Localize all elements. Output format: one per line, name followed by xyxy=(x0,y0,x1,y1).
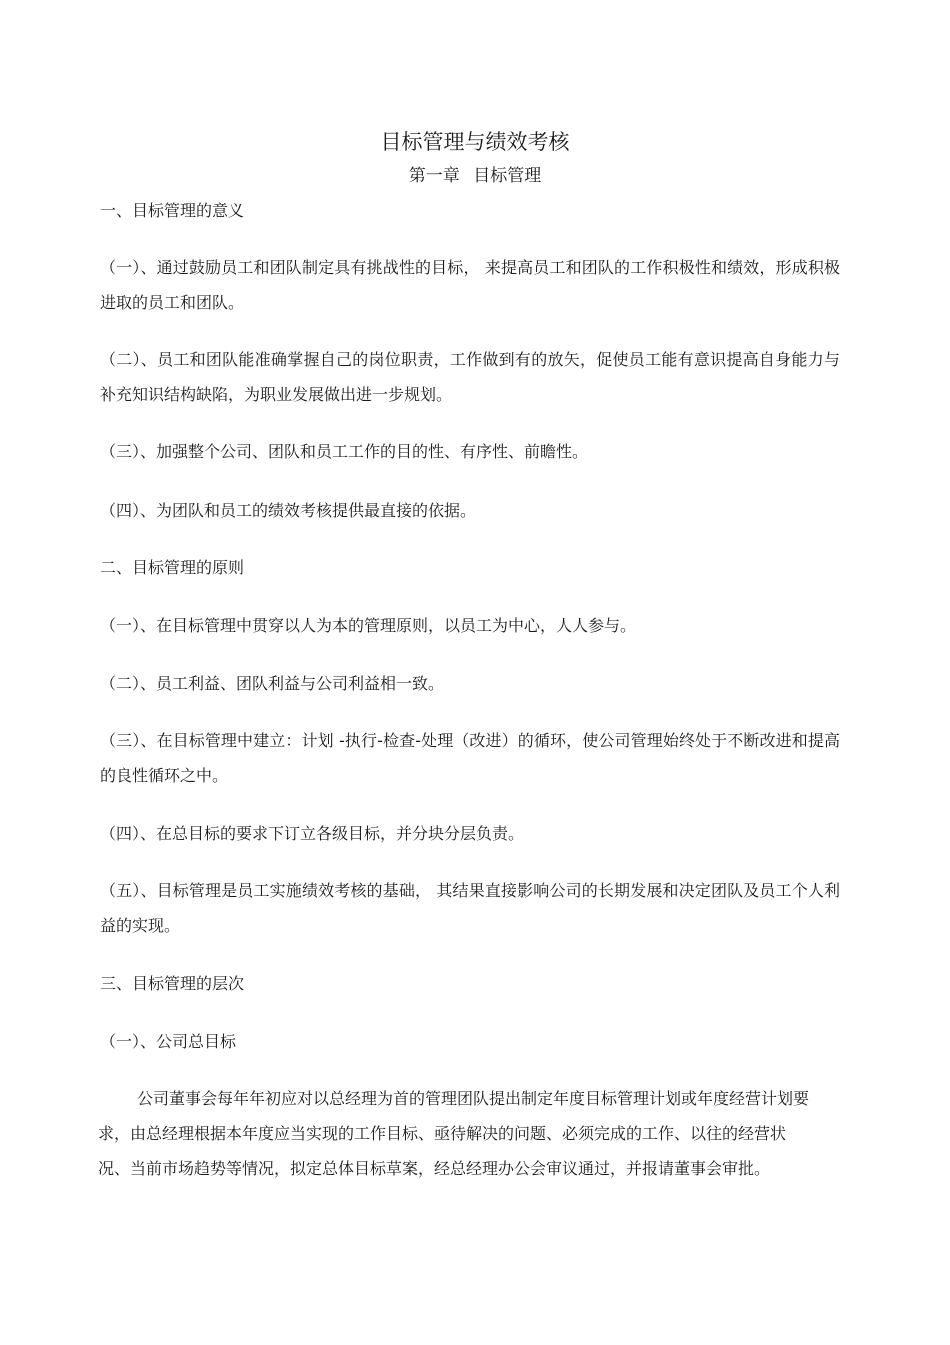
section-2-item-4: （四）、在总目标的要求下订立各级目标，并分块分层负责。 xyxy=(100,824,525,843)
section-3-body-paragraph: 公司董事会每年年初应对以总经理为首的管理团队提出制定年度目标管理计划或年度经营计划要求，由总经理根据本年度应当实现的工作目标、亟待解决的问题、必须完成的工作、以往的经营状况、当前市场趋势等情况，拟定总体目标草案，经总经理办公会审议通过，并报请董事会审批。 xyxy=(98,1089,810,1178)
section-heading-3: 三、目标管理的层次 xyxy=(100,974,245,993)
chapter-title: 第一章 目标管理 xyxy=(408,166,542,186)
document-title: 目标管理与绩效考核 xyxy=(380,130,570,154)
section-3-item-1: （一）、公司总目标 xyxy=(100,1032,237,1051)
section-heading-2: 二、目标管理的原则 xyxy=(100,558,245,577)
section-1-item-1: （一）、通过鼓励员工和团队制定具有挑战性的目标， 来提高员工和团队的工作积极性和绩效，形成积极进取的员工和团队。 xyxy=(100,258,840,312)
section-1-item-4: （四）、为团队和员工的绩效考核提供最直接的依据。 xyxy=(100,501,477,520)
section-2-item-3: （三）、在目标管理中建立：计划 -执行-检查-处理（改进）的循环，使公司管理始终处于不断改进和提高的良性循环之中。 xyxy=(100,731,840,785)
section-2-item-5: （五）、目标管理是员工实施绩效考核的基础， 其结果直接影响公司的长期发展和决定团队及员工个人利益的实现。 xyxy=(100,881,840,935)
section-heading-1: 一、目标管理的意义 xyxy=(100,201,245,220)
section-2-item-1: （一）、在目标管理中贯穿以人为本的管理原则，以员工为中心，人人参与。 xyxy=(100,616,637,635)
section-2-item-2: （二）、员工利益、团队利益与公司利益相一致。 xyxy=(100,674,445,693)
section-1-item-2: （二）、员工和团队能准确掌握自己的岗位职责，工作做到有的放矢，促使员工能有意识提高自身能力与补充知识结构缺陷，为职业发展做出进一步规划。 xyxy=(100,350,840,404)
section-1-item-3: （三）、加强整个公司、团队和员工工作的目的性、有序性、前瞻性。 xyxy=(100,442,589,461)
